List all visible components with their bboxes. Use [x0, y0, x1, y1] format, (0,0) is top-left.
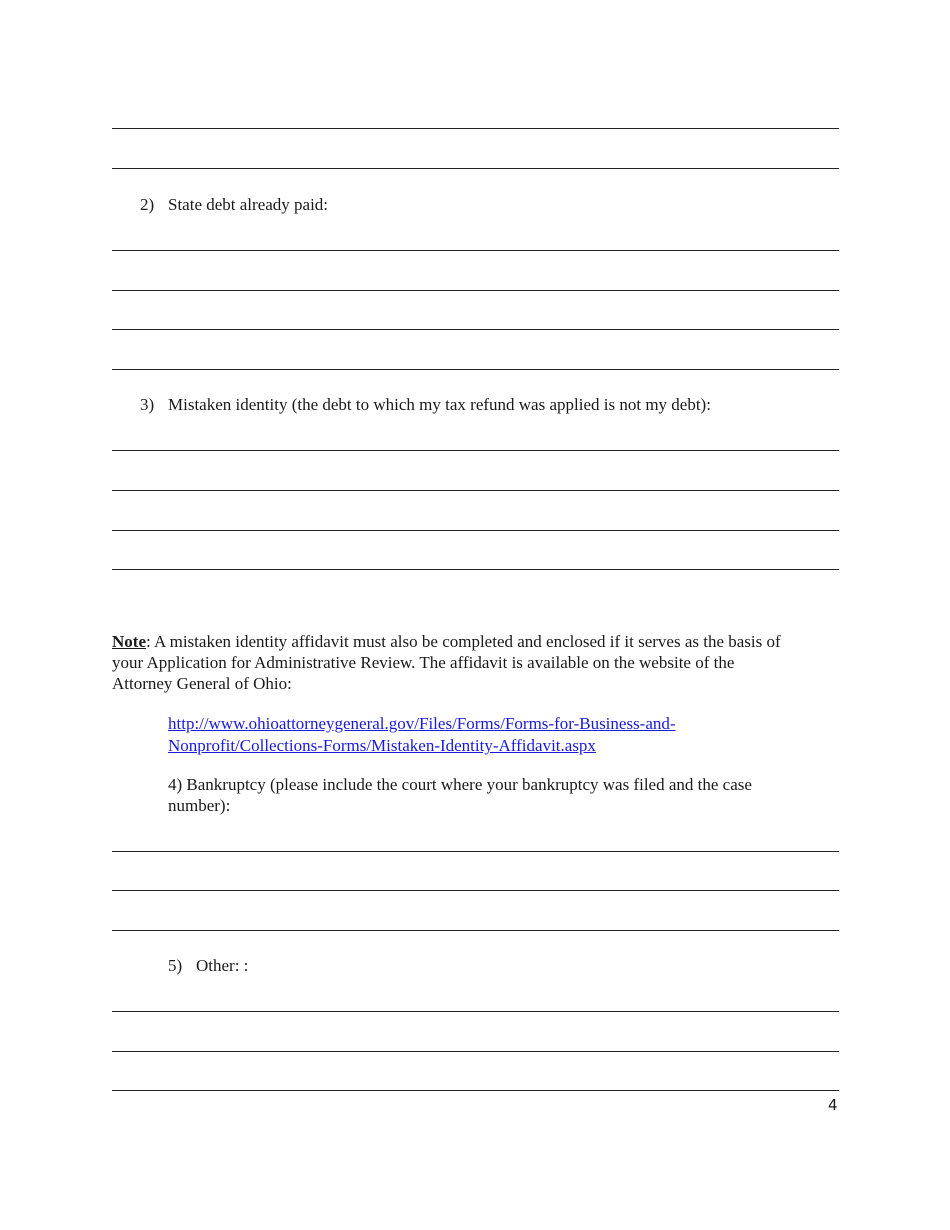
affidavit-link[interactable] — [168, 713, 676, 757]
item-4-line-2: number): — [168, 796, 231, 815]
item-number: 3) — [140, 395, 155, 414]
answer-line — [112, 1051, 839, 1052]
affidavit-link-line-1[interactable]: http://www.ohioattorneygeneral.gov/Files/Forms/Forms-for-Business-and- — [168, 714, 676, 733]
answer-line — [112, 1011, 839, 1012]
answer-line — [112, 329, 839, 330]
item-5-heading — [168, 955, 248, 976]
affidavit-link-line-2[interactable]: Nonprofit/Collections-Forms/Mistaken-Identity-Affidavit.aspx — [168, 736, 596, 755]
item-number: 5) — [168, 956, 183, 975]
answer-line — [112, 490, 839, 491]
answer-line — [112, 569, 839, 570]
item-label: Other: : — [196, 956, 249, 975]
answer-line — [112, 128, 839, 129]
note-label: Note — [112, 632, 146, 651]
answer-line — [112, 1090, 839, 1091]
answer-line — [112, 168, 839, 169]
note-paragraph — [112, 631, 852, 694]
note-text-line-2: your Application for Administrative Review. The affidavit is available on the website of the — [112, 653, 735, 672]
page-number: 4 — [828, 1096, 838, 1114]
answer-line — [112, 890, 839, 891]
answer-line — [112, 530, 839, 531]
item-label: Mistaken identity (the debt to which my tax refund was applied is not my debt): — [168, 395, 711, 414]
item-label: State debt already paid: — [168, 195, 329, 214]
item-4-heading — [168, 774, 752, 816]
note-text-line-3: Attorney General of Ohio: — [112, 674, 292, 693]
answer-line — [112, 369, 839, 370]
item-3-heading — [140, 394, 711, 415]
item-4-line-1: 4) Bankruptcy (please include the court where your bankruptcy was filed and the case — [168, 775, 752, 794]
answer-line — [112, 450, 839, 451]
item-number: 2) — [140, 195, 155, 214]
answer-line — [112, 851, 839, 852]
answer-line — [112, 250, 839, 251]
note-text-line-1: : A mistaken identity affidavit must also be completed and enclosed if it serves as the basis of — [145, 632, 781, 651]
answer-line — [112, 930, 839, 931]
item-2-heading — [140, 194, 328, 215]
answer-line — [112, 290, 839, 291]
